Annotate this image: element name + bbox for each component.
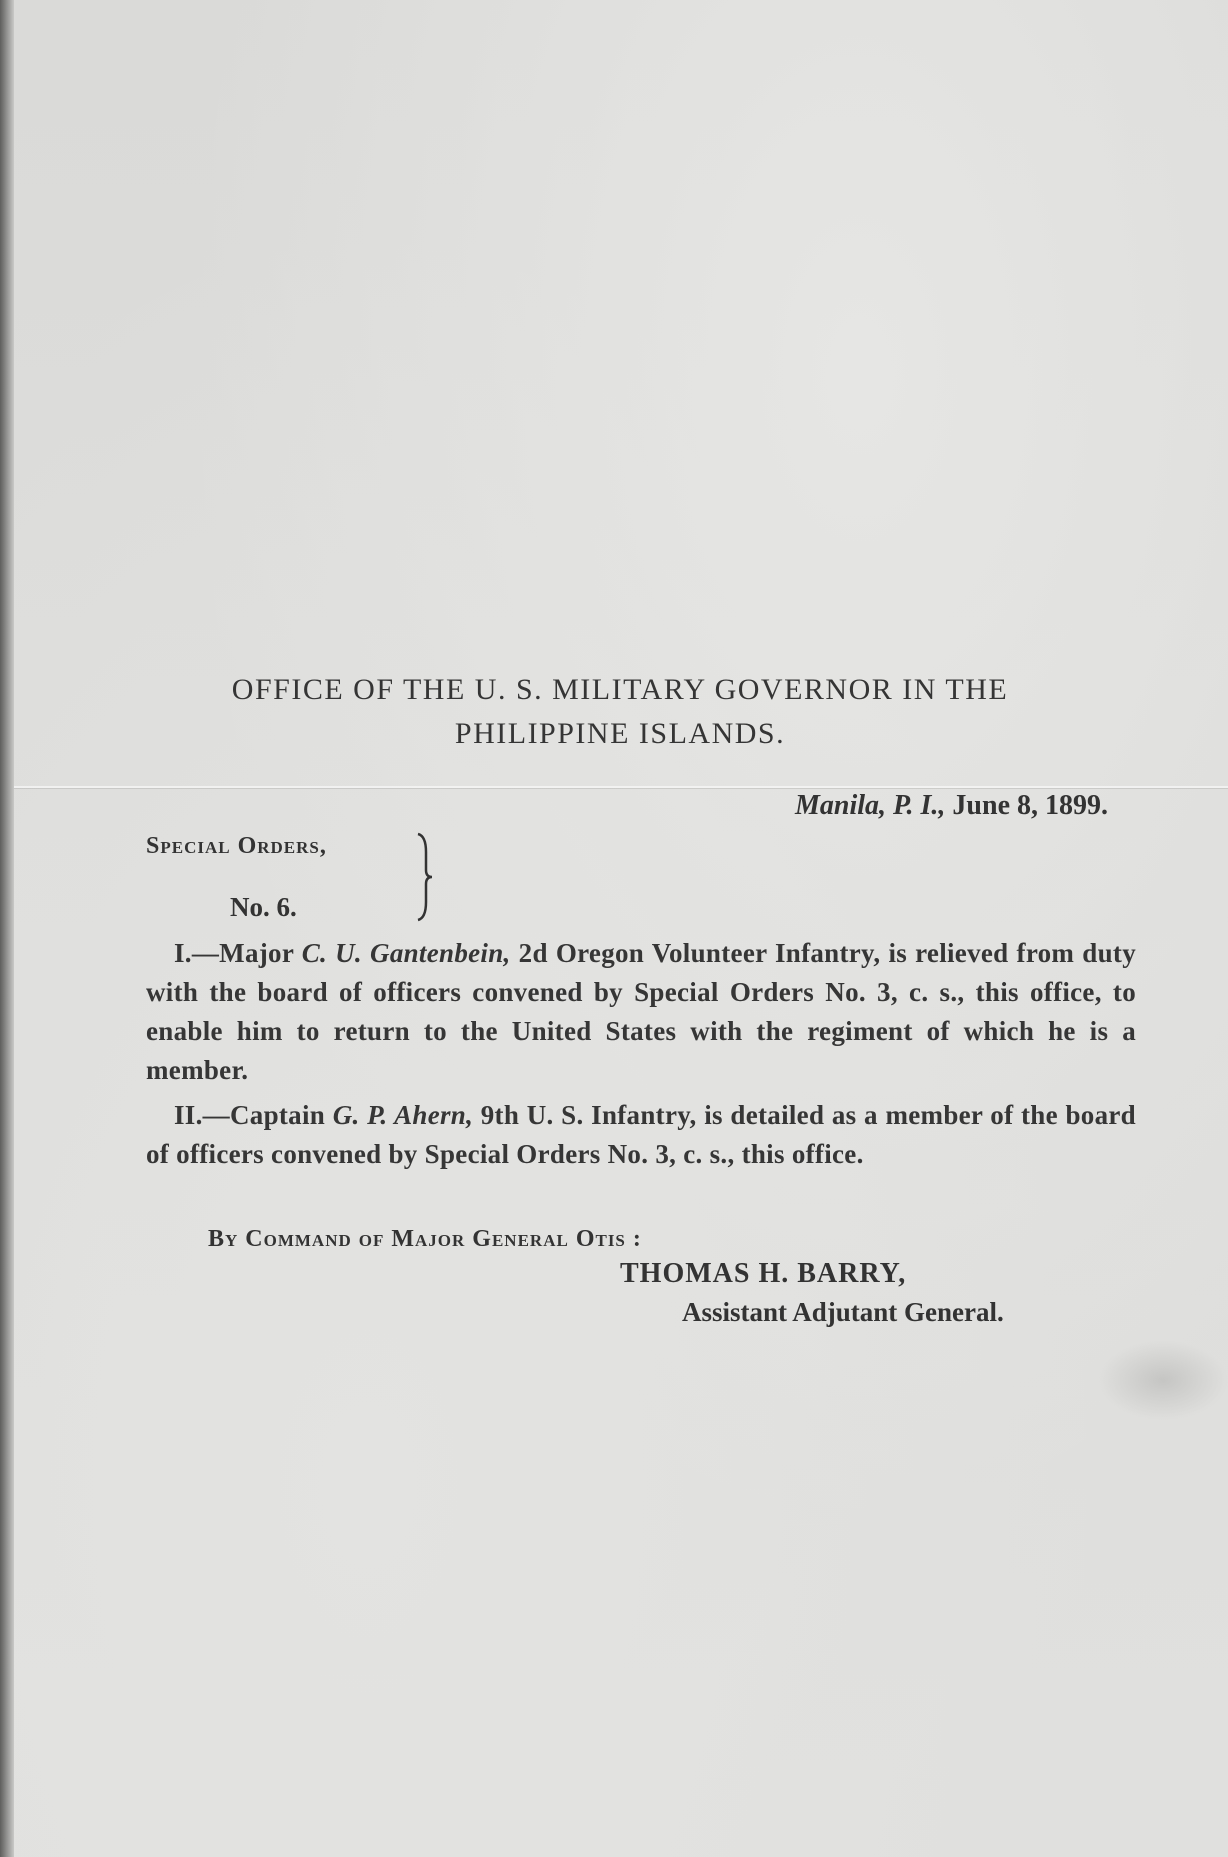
heading-line-2: PHILIPPINE ISLANDS. [454, 717, 786, 750]
paper-smudge [1098, 1340, 1228, 1420]
page-edge-shadow [0, 0, 14, 1857]
dateline [795, 790, 1108, 822]
order-item-1 [146, 934, 1136, 1090]
order-item-1-text: 2d Oregon Volunteer Infantry, is relieved from duty with the board of officers convened by Special Orders No. 3, c. s., this office, to enable him to return to the United States with the regiment of which he is a member. [146, 938, 1137, 1085]
order-item-2-name: G. P. Ahern, [332, 1100, 474, 1130]
document-heading [120, 668, 1120, 756]
heading-line-1: OFFICE OF THE U. S. MILITARY GOVERNOR IN THE [231, 673, 1009, 706]
orders-number: No. 6. [230, 892, 297, 922]
signer-title: Assistant Adjutant General. [682, 1297, 1004, 1327]
dateline-date: June 8, 1899. [952, 790, 1108, 821]
dateline-place: Manila, P. I., [795, 790, 946, 821]
brace-icon [414, 832, 434, 922]
order-item-2-numeral: II.—Captain [174, 1100, 326, 1130]
command-line: By Command of Major General Otis : [208, 1226, 642, 1252]
order-item-2-text: 9th U. S. Infantry, is detailed as a member of the board of officers convened by Special Orders No. 3, c. s., this office. [146, 1100, 1136, 1169]
order-item-1-name: C. U. Gantenbein, [301, 938, 511, 968]
signer-name: THOMAS H. BARRY, [620, 1258, 907, 1289]
orders-label: Special Orders, [146, 833, 327, 859]
order-item-1-numeral: I.—Major [174, 938, 294, 968]
paper-fold-line [14, 786, 1228, 788]
order-item-2 [146, 1096, 1136, 1174]
